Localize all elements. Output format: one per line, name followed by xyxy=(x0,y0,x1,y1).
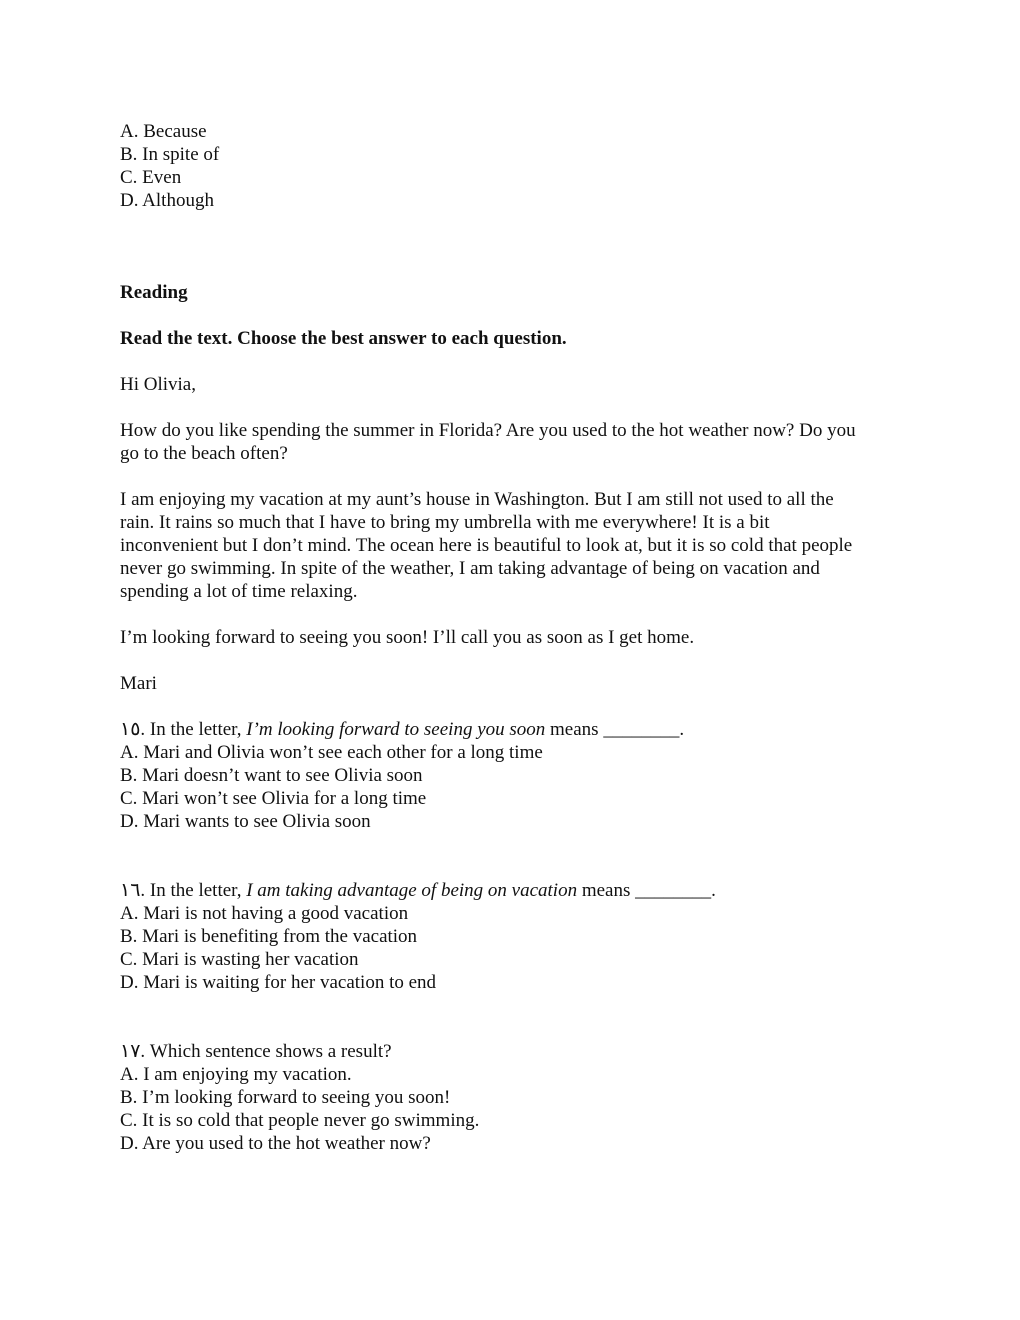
question-17-option-d: D. Are you used to the hot weather now? xyxy=(120,1133,431,1154)
question-15-stem xyxy=(120,718,920,741)
question-17-option-a: A. I am enjoying my vacation. xyxy=(120,1064,352,1085)
letter-paragraph-2-line-3: inconvenient but I don’t mind. The ocean here is beautiful to look at, but it is so cold that people xyxy=(120,535,853,556)
question-17 xyxy=(120,1040,920,1155)
letter-paragraph-1-line-2: go to the beach often? xyxy=(120,443,288,464)
question-text: . Which sentence shows a result? xyxy=(140,1041,392,1062)
question-15-option-a: A. Mari and Olivia won’t see each other for a long time xyxy=(120,742,543,763)
letter-paragraph-2-line-4: never go swimming. In spite of the weather, I am taking advantage of being on vacation and xyxy=(120,558,820,579)
question-16-option-b: B. Mari is benefiting from the vacation xyxy=(120,926,418,947)
question-16-stem xyxy=(120,879,920,902)
question-blank: means ________. xyxy=(577,880,716,901)
option-a: A. Because xyxy=(120,121,207,142)
quoted-phrase: I’m looking forward to seeing you soon xyxy=(246,719,546,740)
question-number: ١٧ xyxy=(120,1041,141,1062)
question-15-option-b: B. Mari doesn’t want to see Olivia soon xyxy=(120,765,423,786)
letter xyxy=(120,373,920,695)
question-16-option-a: A. Mari is not having a good vacation xyxy=(120,903,409,924)
question-number: ١٥ xyxy=(120,719,141,740)
section-title: Reading xyxy=(120,282,188,303)
letter-paragraph-3: I’m looking forward to seeing you soon! I’ll call you as soon as I get home. xyxy=(120,627,695,648)
document-page xyxy=(120,120,920,1155)
question-blank: means ________. xyxy=(545,719,685,740)
question-text: . In the letter, xyxy=(140,880,247,901)
question-text: . In the letter, xyxy=(140,719,247,740)
letter-paragraph-2-line-1: I am enjoying my vacation at my aunt’s house in Washington. But I am still not used to all the xyxy=(120,489,834,510)
letter-paragraph-2-line-2: rain. It rains so much that I have to bring my umbrella with me everywhere! It is a bit xyxy=(120,512,770,533)
letter-signature: Mari xyxy=(120,673,157,694)
section-instructions: Read the text. Choose the best answer to each question. xyxy=(120,328,567,349)
question-15-option-d: D. Mari wants to see Olivia soon xyxy=(120,811,371,832)
question-15-option-c: C. Mari won’t see Olivia for a long time xyxy=(120,788,427,809)
question-17-option-c: C. It is so cold that people never go swimming. xyxy=(120,1110,480,1131)
question-16-option-d: D. Mari is waiting for her vacation to end xyxy=(120,972,437,993)
option-c: C. Even xyxy=(120,167,182,188)
option-d: D. Although xyxy=(120,190,214,211)
letter-paragraph-1-line-1: How do you like spending the summer in Florida? Are you used to the hot weather now? Do you xyxy=(120,420,856,441)
question-17-stem xyxy=(120,1040,920,1063)
question-16 xyxy=(120,879,920,994)
question-15 xyxy=(120,718,920,833)
previous-question-options xyxy=(120,120,920,212)
letter-greeting: Hi Olivia, xyxy=(120,374,196,395)
question-number: ١٦ xyxy=(120,880,141,901)
letter-paragraph-2-line-5: spending a lot of time relaxing. xyxy=(120,581,358,602)
quoted-phrase: I am taking advantage of being on vacation xyxy=(246,880,578,901)
question-16-option-c: C. Mari is wasting her vacation xyxy=(120,949,359,970)
question-17-option-b: B. I’m looking forward to seeing you soon! xyxy=(120,1087,451,1108)
option-b: B. In spite of xyxy=(120,144,220,165)
